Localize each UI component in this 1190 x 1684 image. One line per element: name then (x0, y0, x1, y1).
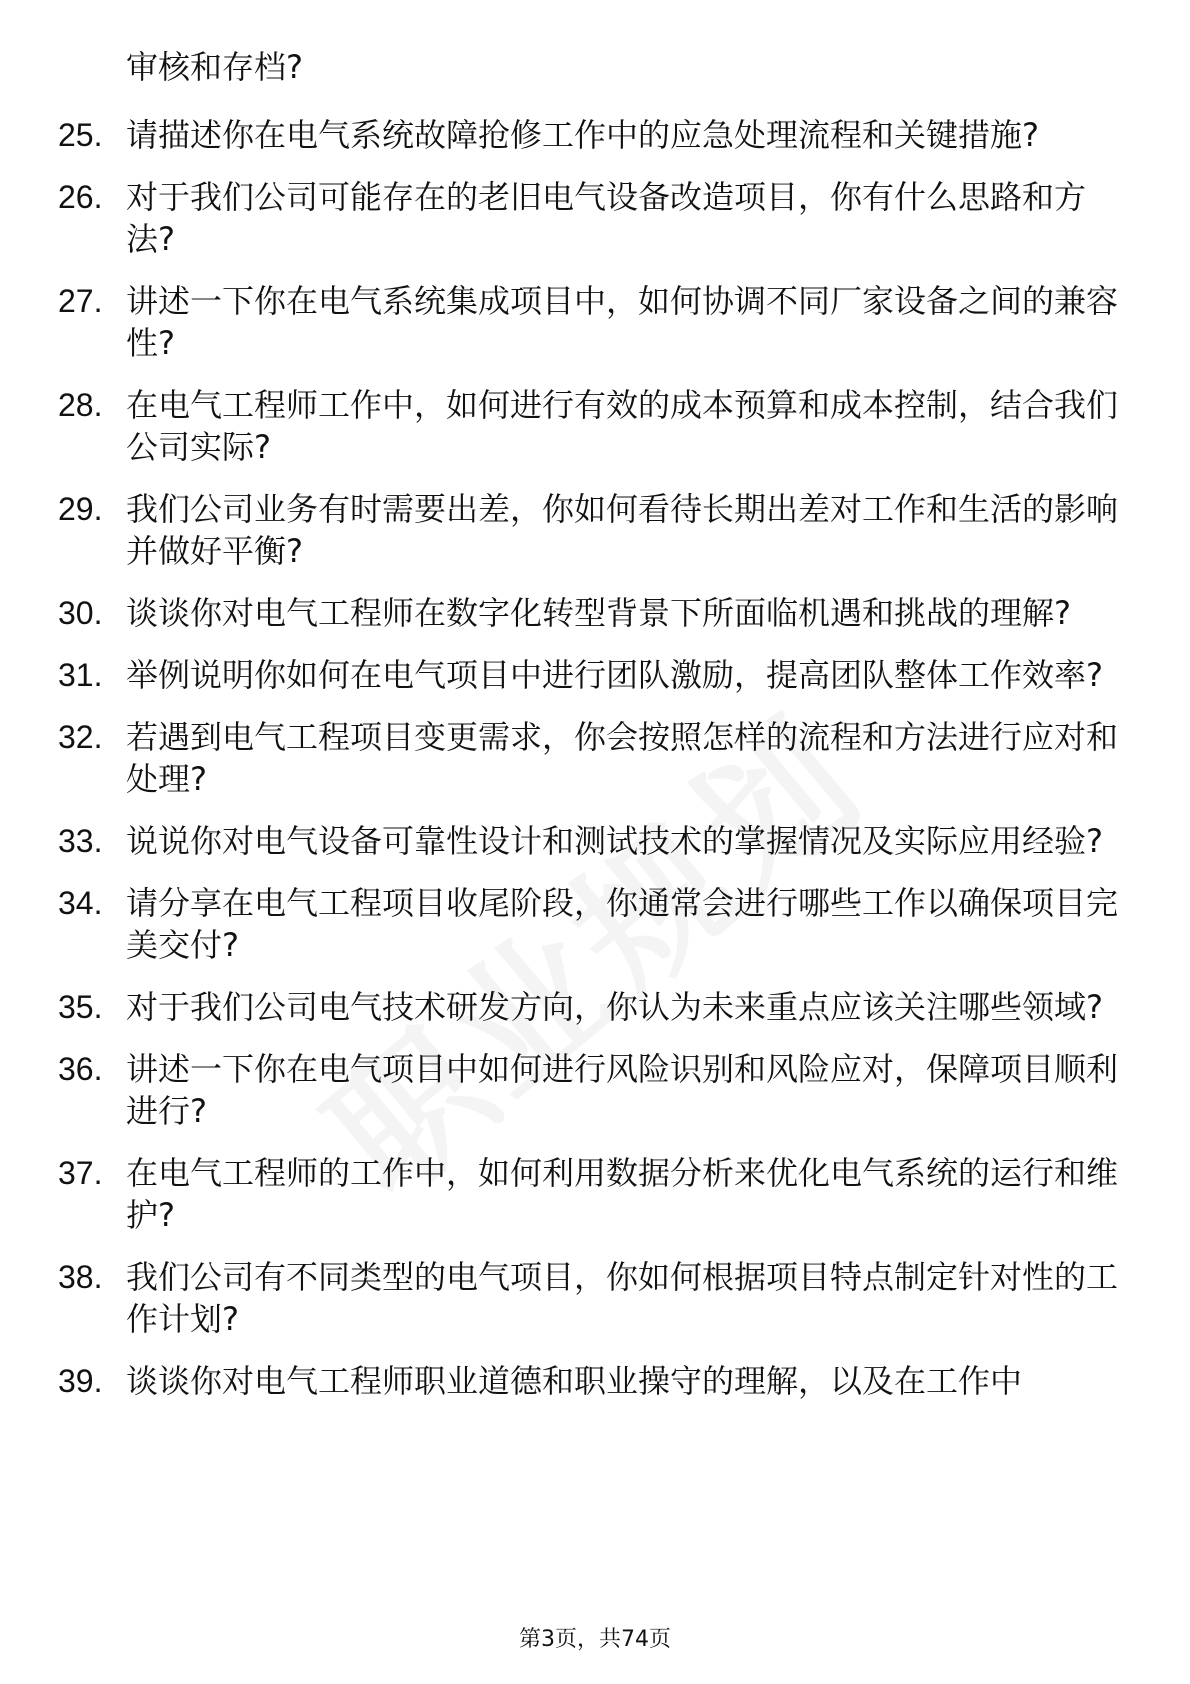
list-item (58, 592, 1118, 634)
question-text: 请分享在电气工程项目收尾阶段，你通常会进行哪些工作以确保项目完美交付? (126, 884, 1119, 964)
list-item (58, 176, 1118, 260)
list-item (58, 654, 1118, 696)
question-number: 26. (58, 179, 103, 215)
list-item (58, 114, 1118, 156)
list-item (58, 882, 1118, 966)
question-text: 请描述你在电气系统故障抢修工作中的应急处理流程和关键措施? (126, 116, 1039, 154)
question-number: 34. (58, 885, 103, 921)
question-text: 在电气工程师工作中，如何进行有效的成本预算和成本控制，结合我们公司实际? (126, 386, 1119, 466)
list-item (58, 1152, 1118, 1236)
list-item (58, 716, 1118, 800)
question-text: 说说你对电气设备可靠性设计和测试技术的掌握情况及实际应用经验? (126, 822, 1103, 860)
page-footer: 第3页，共74页 (519, 1627, 671, 1652)
question-text: 举例说明你如何在电气项目中进行团队激励，提高团队整体工作效率? (126, 656, 1103, 694)
question-text: 对于我们公司电气技术研发方向，你认为未来重点应该关注哪些领域? (126, 988, 1103, 1026)
question-number: 29. (58, 491, 103, 527)
continued-question-text: 审核和存档? (126, 48, 303, 86)
question-text: 谈谈你对电气工程师职业道德和职业操守的理解，以及在工作中 (126, 1362, 1023, 1400)
question-number: 27. (58, 283, 103, 319)
question-text: 谈谈你对电气工程师在数字化转型背景下所面临机遇和挑战的理解? (126, 594, 1071, 632)
question-text: 若遇到电气工程项目变更需求，你会按照怎样的流程和方法进行应对和处理? (126, 718, 1119, 798)
question-number: 38. (58, 1259, 103, 1295)
question-text: 对于我们公司可能存在的老旧电气设备改造项目，你有什么思路和方法? (126, 178, 1087, 258)
question-number: 32. (58, 719, 103, 755)
question-text: 我们公司有不同类型的电气项目，你如何根据项目特点制定针对性的工作计划? (126, 1258, 1119, 1338)
question-number: 31. (58, 657, 103, 693)
question-number: 36. (58, 1051, 103, 1087)
question-number: 30. (58, 595, 103, 631)
list-item (58, 488, 1118, 572)
list-item (58, 280, 1118, 364)
question-number: 37. (58, 1155, 103, 1191)
list-item (58, 1048, 1118, 1132)
question-number: 35. (58, 989, 103, 1025)
question-text: 讲述一下你在电气系统集成项目中，如何协调不同厂家设备之间的兼容性? (126, 282, 1119, 362)
list-item (58, 1360, 1118, 1402)
list-item (58, 986, 1118, 1028)
question-list (58, 114, 1118, 1422)
question-number: 25. (58, 117, 103, 153)
list-item (58, 820, 1118, 862)
question-text: 讲述一下你在电气项目中如何进行风险识别和风险应对，保障项目顺利进行? (126, 1050, 1119, 1130)
question-text: 我们公司业务有时需要出差，你如何看待长期出差对工作和生活的影响并做好平衡? (126, 490, 1119, 570)
question-text: 在电气工程师的工作中，如何利用数据分析来优化电气系统的运行和维护? (126, 1154, 1119, 1234)
list-item (58, 384, 1118, 468)
list-item (58, 1256, 1118, 1340)
question-number: 33. (58, 823, 103, 859)
question-number: 39. (58, 1363, 103, 1399)
question-number: 28. (58, 387, 103, 423)
